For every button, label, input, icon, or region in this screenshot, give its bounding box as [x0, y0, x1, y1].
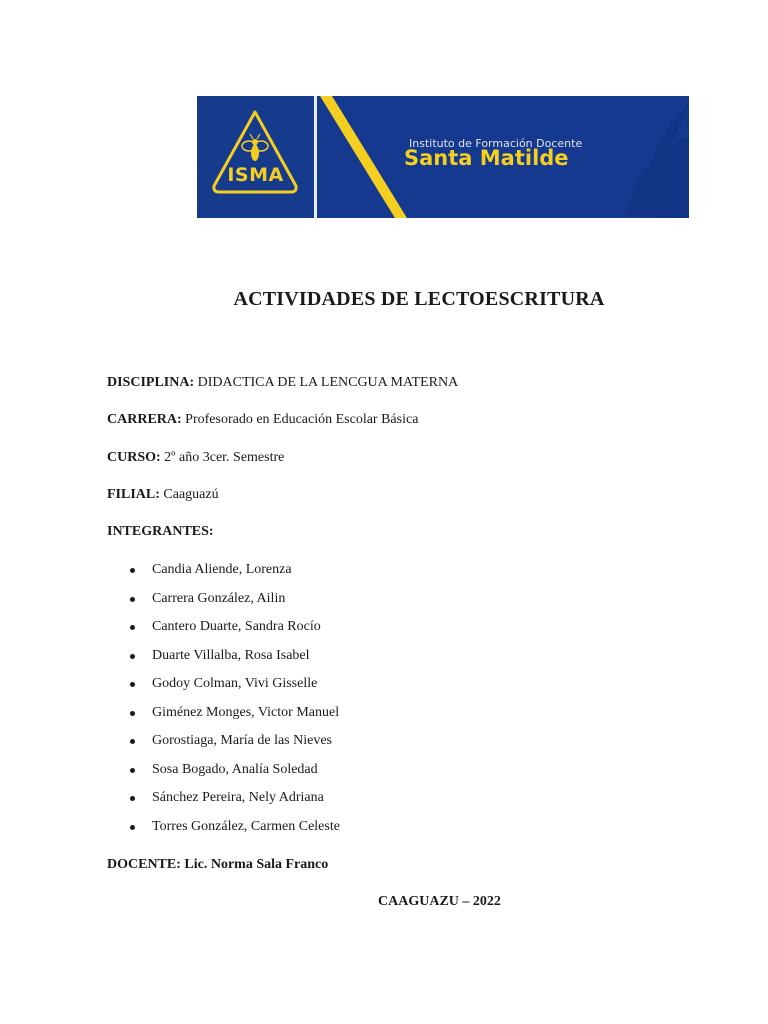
list-item: [107, 762, 340, 791]
field-value: Caaguazú: [163, 487, 219, 502]
list-item: [107, 819, 340, 848]
member-name: Sosa Bogado, Analía Soledad: [152, 761, 318, 777]
bullet-icon: [130, 825, 135, 830]
field-integrantes: [107, 524, 214, 540]
bullet-icon: [130, 739, 135, 744]
bullet-icon: [130, 768, 135, 773]
list-item: [107, 619, 340, 648]
banner-title: Santa Matilde: [404, 146, 569, 170]
banner-subtitle: Instituto de Formación Docente: [409, 137, 583, 150]
field-label: CURSO:: [107, 450, 161, 465]
field-label: DISCIPLINA:: [107, 375, 195, 390]
diagonal-stripe: [320, 96, 407, 218]
field-filial: [107, 487, 219, 503]
docente-line: DOCENTE: Lic. Norma Sala Franco: [107, 857, 329, 872]
member-name: Cantero Duarte, Sandra Rocío: [152, 619, 321, 634]
field-carrera: [107, 412, 418, 428]
list-item: [107, 648, 340, 677]
list-item: [107, 562, 340, 591]
list-item: [107, 733, 340, 762]
member-name: Torres González, Carmen Celeste: [152, 818, 340, 834]
field-label: INTEGRANTES:: [107, 524, 214, 539]
field-label: CARRERA:: [107, 412, 182, 427]
member-name: Gorostiaga, María de las Nieves: [152, 733, 332, 748]
place-year: CAAGUAZU – 2022: [378, 894, 501, 909]
field-value: 2º año 3cer. Semestre: [164, 450, 285, 465]
logo-text: ISMA: [227, 164, 284, 186]
bullet-icon: [130, 654, 135, 659]
bullet-icon: [130, 796, 135, 801]
document-title: ACTIVIDADES DE LECTOESCRITURA: [233, 288, 605, 310]
list-item: [107, 591, 340, 620]
bullet-icon: [130, 711, 135, 716]
bullet-icon: [130, 568, 135, 573]
members-list: [107, 562, 340, 847]
field-value: Profesorado en Educación Escolar Básica: [185, 412, 419, 427]
member-name: Godoy Colman, Vivi Gisselle: [152, 676, 318, 691]
field-disciplina: [107, 375, 458, 391]
member-name: Duarte Villalba, Rosa Isabel: [152, 647, 310, 663]
bullet-icon: [130, 625, 135, 630]
list-item: [107, 705, 340, 734]
member-name: Carrera González, Ailin: [152, 590, 286, 606]
member-name: Giménez Monges, Victor Manuel: [152, 704, 340, 720]
member-name: Candia Aliende, Lorenza: [152, 562, 292, 577]
field-label: FILIAL:: [107, 487, 160, 502]
list-item: [107, 676, 340, 705]
member-name: Sánchez Pereira, Nely Adriana: [152, 790, 324, 805]
list-item: [107, 790, 340, 819]
bullet-icon: [130, 682, 135, 687]
leaf-icon: [627, 106, 689, 218]
bullet-icon: [130, 597, 135, 602]
field-value: DIDACTICA DE LA LENCGUA MATERNA: [197, 375, 459, 390]
institution-banner: [197, 96, 689, 218]
field-curso: [107, 450, 284, 466]
